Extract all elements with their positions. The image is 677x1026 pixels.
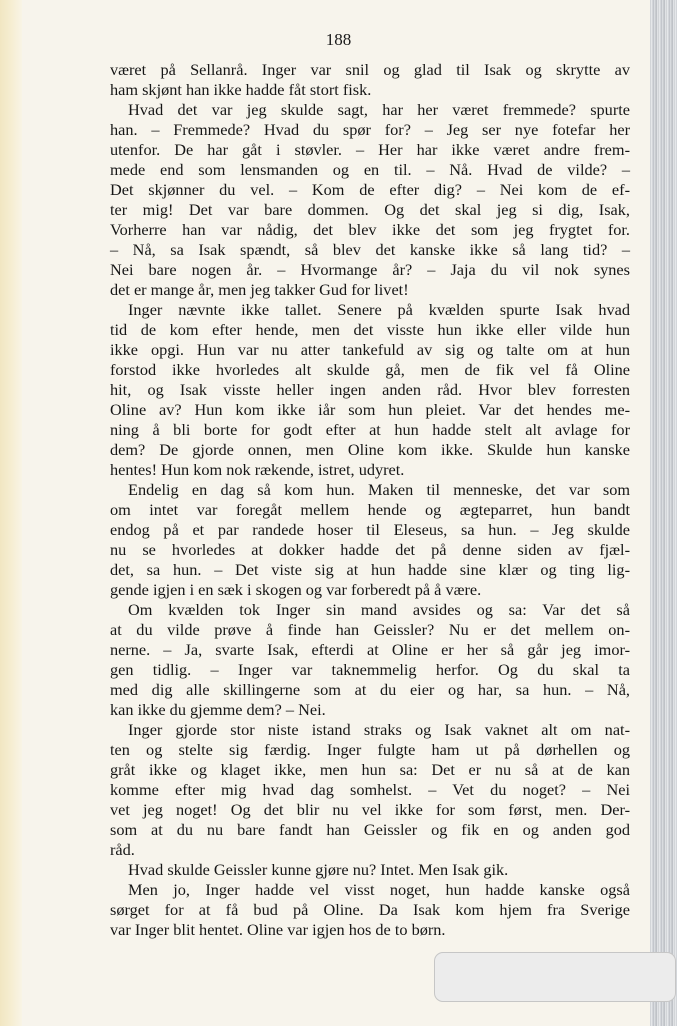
text-line: ning å bli borte for godt efter at hun hadde stelt alt avlage for: [110, 420, 630, 439]
text-line: ter mig! Det var bare dommen. Og det skal jeg si dig, Isak,: [110, 200, 630, 219]
text-line: om intet var foregåt mellem hende og ægteparret, hun bandt: [110, 500, 630, 519]
text-line: været på Sellanrå. Inger var snil og glad til Isak og skrytte av: [110, 60, 630, 79]
body-text: [110, 60, 630, 940]
text-line: Men jo, Inger hadde vel visst noget, hun hadde kanske også: [128, 880, 630, 899]
text-line: gen tidlig. – Inger var taknemmelig herfor. Og du skal ta: [110, 660, 630, 679]
text-line: Inger gjorde stor niste istand straks og Isak vaknet alt om nat-: [128, 720, 630, 739]
text-line: ikke opgi. Hun var nu atter tankefuld av sig og talte om at hun: [110, 340, 630, 359]
text-line: at du vilde prøve å finde han Geissler? Nu er det mellem on-: [110, 620, 630, 639]
text-line: sørget for at få bud på Oline. Da Isak kom hjem fra Sverige: [110, 900, 630, 919]
text-line: det er mange år, men jeg takker Gud for livet!: [110, 280, 409, 299]
book-gutter: [0, 0, 22, 1026]
page-edges: [650, 0, 677, 1026]
text-line: Endelig en dag så kom hun. Maken til menneske, det var som: [128, 480, 630, 499]
text-line: vet jeg noget! Og det blir nu vel ikke for som først, men. Der-: [110, 800, 630, 819]
page-number: 188: [325, 30, 352, 49]
text-line: Hvad skulde Geissler kunne gjøre nu? Intet. Men Isak gik.: [128, 860, 509, 879]
text-line: Inger nævnte ikke tallet. Senere på kvælden spurte Isak hvad: [128, 300, 630, 319]
text-line: gende igjen i en sæk i skogen og var forberedt på å være.: [110, 580, 482, 599]
text-line: nerne. – Ja, svarte Isak, efterdi at Oline er her så går jeg imor-: [110, 640, 630, 659]
text-line: mede end som lensmanden og en til. – Nå. Hvad de vilde? –: [110, 160, 630, 179]
text-line: var Inger blit hentet. Oline var igjen hos de to børn.: [110, 920, 446, 939]
text-line: tid de kom efter hende, men det visste hun ikke eller vilde hun: [110, 320, 630, 339]
text-line: komme efter mig hvad dag somhelst. – Vet du noget? – Nei: [110, 780, 630, 799]
text-line: det, sa hun. – Det viste sig at hun hadde sine klær og ting lig-: [110, 560, 630, 579]
text-line: Vorherre han var nådig, det blev ikke det som jeg frygtet for.: [110, 220, 630, 239]
text-line: ham skjønt han ikke hadde fåt stort fisk.: [110, 80, 372, 99]
text-line: som at du nu bare fandt han Geissler og fik en og anden god: [110, 820, 630, 839]
text-line: råd.: [110, 840, 135, 859]
text-line: han. – Fremmede? Hvad du spør for? – Jeg ser nye fotefar her: [110, 120, 630, 139]
text-line: kan ikke du gjemme dem? – Nei.: [110, 700, 326, 719]
text-line: endog på et par randede hoser til Eleseus, sa hun. – Jeg skulde: [110, 520, 630, 539]
text-line: gråt ikke og klaget ikke, men hun sa: Det er nu så at de kan: [110, 760, 630, 779]
page-tab: [434, 952, 676, 1002]
text-line: Hvad det var jeg skulde sagt, har her været fremmede? spurte: [128, 100, 630, 119]
text-line: – Nå, sa Isak spændt, så blev det kanske ikke så lang tid? –: [110, 240, 630, 259]
text-line: hit, og Isak visste heller ingen anden råd. Hvor blev forresten: [110, 380, 630, 399]
text-line: Det skjønner du vel. – Kom de efter dig? – Nei kom de ef-: [110, 180, 630, 199]
text-line: forstod ikke hvorledes alt skulde gå, men de fik vel få Oline: [110, 360, 630, 379]
text-line: ten og stelte sig færdig. Inger fulgte ham ut på dørhellen og: [110, 740, 630, 759]
text-line: Oline av? Hun kom ikke iår som hun pleiet. Var det hendes me-: [110, 400, 630, 419]
text-line: Nei bare nogen år. – Hvormange år? – Jaja du vil nok synes: [110, 260, 630, 279]
text-line: nu se hvorledes at dokker hadde det på denne siden av fjæl-: [110, 540, 630, 559]
text-line: dem? De gjorde onnen, men Oline kom ikke. Skulde hun kanske: [110, 440, 630, 459]
text-line: utenfor. De har gåt i støvler. – Her har ikke været andre frem-: [110, 140, 630, 159]
text-line: Om kvælden tok Inger sin mand avsides og sa: Var det så: [128, 600, 630, 619]
text-line: med dig alle skillingerne som at du eier og har, sa hun. – Nå,: [110, 680, 630, 699]
text-line: hentes! Hun kom nok rækende, istret, udyret.: [110, 460, 405, 479]
